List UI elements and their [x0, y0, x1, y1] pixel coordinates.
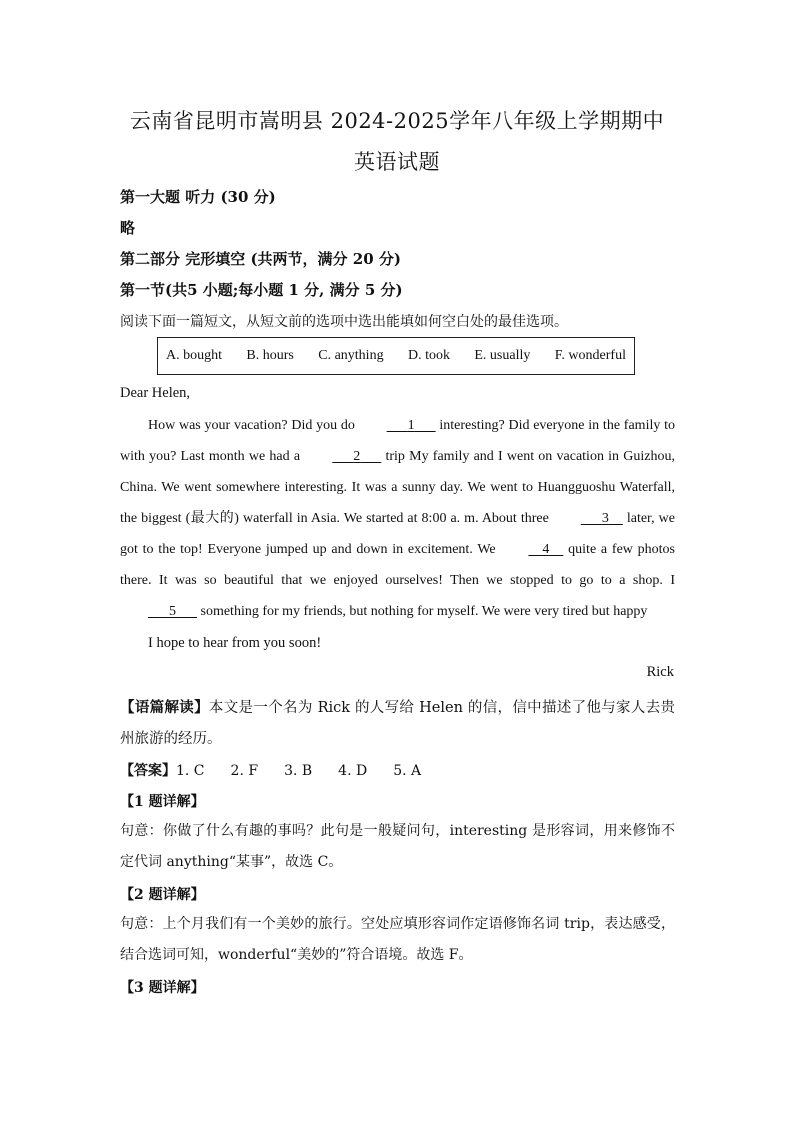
summary-text: 本文是一个名为 Rick 的人写给 Helen 的信，信中描述了他与家人去贵州旅游的经历。: [120, 700, 676, 747]
answer-1: 1. C: [176, 763, 205, 779]
q2-explanation: 句意：上个月我们有一个美妙的旅行。空处应填形容词作定语修饰名词 trip，表达感受，结合选词可知，wonderful“美妙的”符合语境。故选 F。: [120, 916, 675, 963]
summary-label: 【语篇解读】: [120, 699, 209, 716]
answer-5: 5. A: [393, 763, 422, 779]
document-title: 云南省昆明市嵩明县 2024-2025学年八年级上学期期中: [129, 109, 665, 133]
blank-5: 5: [169, 604, 176, 619]
option-b: B. hours: [246, 348, 294, 363]
options-box: [157, 337, 635, 375]
q3-label: 【3 题详解】: [120, 980, 205, 996]
blank-3: 3: [601, 511, 609, 526]
letter-text-4: later, we got to the top! Everyone jumped up and down in excitement. We: [120, 511, 675, 557]
answer-line: [120, 760, 447, 780]
section1-heading: 第一节(共5 小题;每小题 1 分, 满分 5 分): [120, 281, 403, 299]
q2-label: 【2 题详解】: [120, 887, 205, 903]
letter-signature: Rick: [646, 664, 674, 680]
q1-label: 【1 题详解】: [120, 794, 205, 810]
document-subtitle: 英语试题: [354, 150, 440, 174]
option-a: A. bought: [166, 348, 222, 363]
option-c: C. anything: [318, 348, 384, 363]
letter-text-1: How was your vacation? Did you do: [148, 418, 359, 433]
letter-greeting: Dear Helen,: [120, 385, 191, 401]
letter-body: [120, 410, 675, 627]
letter-closing: I hope to hear from you soon!: [148, 635, 322, 651]
letter-text-6: something for my friends, but nothing for myself. We were very tired but happy: [197, 604, 648, 619]
answer-label: 【答案】: [120, 763, 176, 779]
answer-4: 4. D: [338, 763, 368, 779]
option-d: D. took: [407, 348, 450, 363]
letter-text-2: interesting? Did everyone in the family to with you? Last month we had a: [120, 418, 675, 464]
part1-omitted: 略: [120, 219, 136, 237]
answer-3: 3. B: [284, 763, 313, 779]
letter-text-3: trip My family and I went on vacation in Guizhou, China. We went somewhere interesting. It was a sunny day. We went to Huangguoshu Waterfall, the biggest (最大的) waterfall in Asia. We started at 8:00 a. m. About three: [120, 449, 675, 526]
answer-2: 2. F: [230, 763, 259, 779]
instruction-text: 阅读下面一篇短文，从短文前的选项中选出能填如何空白处的最佳选项。: [120, 314, 568, 330]
blank-2: 2: [353, 449, 361, 464]
q1-explanation: 句意：你做了什么有趣的事吗？此句是一般疑问句，interesting 是形容词，用来修饰不定代词 anything“某事”，故选 C。: [120, 823, 675, 870]
summary-paragraph: [120, 692, 675, 755]
part2-heading: 第二部分 完形填空 (共两节，满分 20 分): [120, 250, 401, 268]
option-f: F. wonderful: [554, 348, 626, 363]
option-e: E. usually: [474, 348, 531, 363]
blank-4: 4: [542, 542, 550, 557]
part1-heading: 第一大题 听力 (30 分): [120, 188, 276, 206]
blank-1: 1: [407, 418, 415, 433]
letter-text-5: quite a few photos there. It was so beautiful that we enjoyed ourselves! Then we stopped to go to a shop. I: [120, 542, 675, 588]
